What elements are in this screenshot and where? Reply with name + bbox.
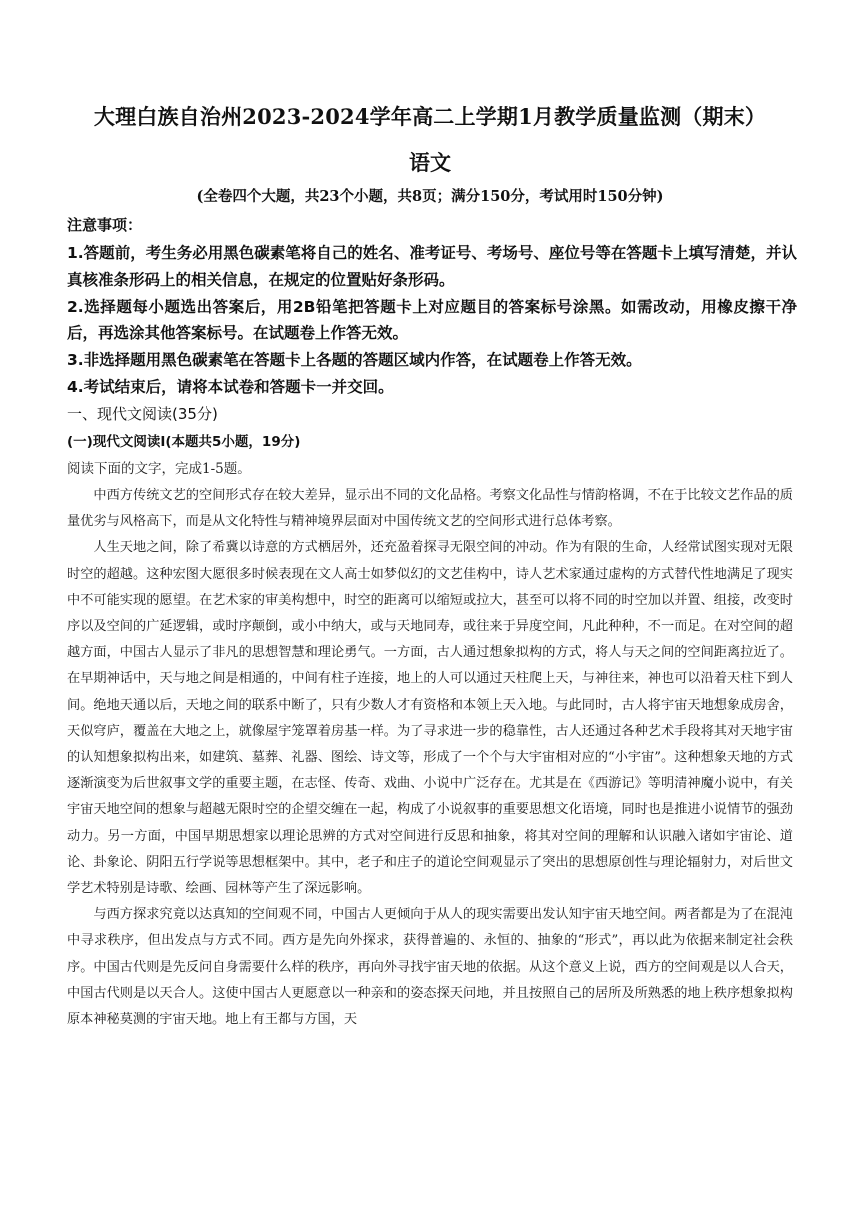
subject-title: 语文	[409, 150, 451, 175]
passage-paragraph: 人生天地之间，除了希冀以诗意的方式栖居外，还充盈着探寻无限空间的冲动。作为有限的生命，人经常试图实现对无限时空的超越。这种宏图大愿很多时候表现在文人高士如梦似幻的文艺佳构中，诗人艺术家通过虚构的方式替代性地满足了现实中不可能实现的愿望。在艺术家的审美构想中，时空的距离可以缩短或拉大，甚至可以将不同的时空加以并置、组接，改变时序以及空间的广延逻辑，或时序颠倒，或小中纳大，或与天地同寿，或往来于异度空间，凡此种种，不一而足。在对空间的超越方面，中国古人显示了非凡的思想智慧和理论勇气。一方面，古人通过想象拟构的方式，将人与天之间的空间距离拉近了。在早期神话中，天与地之间是相通的，中间有柱子连接，地上的人可以通过天柱爬上天，与神往来，神也可以沿着天柱下到人间。绝地天通以后，天地之间的联系中断了，只有少数人才有资格和本领上天入地。与此同时，古人将宇宙天地想象成房舍，天似穹庐，覆盖在大地之上，就像屋宇笼罩着房基一样。为了寻求进一步的稳靠性，古人还通过各种艺术手段将其对天地宇宙的认知想象拟构出来，如建筑、墓葬、礼器、图绘、诗文等，形成了一个个与大宇宙相对应的“小宇宙”。这种想象天地的方式逐渐演变为后世叙事文学的重要主题，在志怪、传奇、戏曲、小说中广泛存在。尤其是在《西游记》等明清神魔小说中，有关宇宙天地空间的想象与超越无限时空的企望交缠在一起，构成了小说叙事的重要思想文化语境，同时也是推进小说情节的强劲动力。另一方面，中国早期思想家以理论思辨的方式对空间进行反思和抽象，将其对空间的理解和认识融入诸如宇宙论、道论、卦象论、阴阳五行学说等思想框架中。其中，老子和庄子的道论空间观显示了突出的思想原创性与理论辐射力，对后世文学艺术特别是诗歌、绘画、园林等产生了深远影响。	[67, 540, 793, 897]
subsection-title: (一)现代文阅读Ⅰ(本题共5小题，19分)	[67, 434, 301, 450]
notice-list	[67, 240, 797, 401]
notice-item: 2.选择题每小题选出答案后，用2B铅笔把答题卡上对应题目的答案标号涂黑。如需改动，用橡皮擦干净后，再选涂其他答案标号。在试题卷上作答无效。	[67, 297, 797, 342]
reading-instruction: 阅读下面的文字，完成1-5题。	[67, 461, 251, 477]
notice-item: 1.答题前，考生务必用黑色碳素笔将自己的姓名、准考证号、考场号、座位号等在答题卡上填写清楚，并认真核准条形码上的相关信息，在规定的位置贴好条形码。	[67, 244, 797, 289]
notice-heading: 注意事项：	[67, 216, 143, 234]
notice-item: 3.非选择题用黑色碳素笔在答题卡上各题的答题区域内作答，在试题卷上作答无效。	[67, 351, 642, 369]
section-title: 一、现代文阅读(35分)	[67, 405, 218, 423]
passage-paragraph: 中西方传统文艺的空间形式存在较大差异，显示出不同的文化品格。考察文化品性与情韵格调，不在于比较文艺作品的质量优劣与风格高下，而是从文化特性与精神境界层面对中国传统文艺的空间形式进行总体考察。	[67, 488, 793, 530]
notice-item: 4.考试结束后，请将本试卷和答题卡一并交回。	[67, 378, 394, 396]
passage-paragraph: 与西方探求究竟以达真知的空间观不同，中国古人更倾向于从人的现实需要出发认知宇宙天地空间。两者都是为了在混沌中寻求秩序，但出发点与方式不同。西方是先向外探求，获得普遍的、永恒的、抽象的“形式”，再以此为依据来制定社会秩序。中国古代则是先反问自身需要什么样的秩序，再向外寻找宇宙天地的依据。从这个意义上说，西方的空间观是以人合天，中国古代则是以天合人。这使中国古人更愿意以一种亲和的姿态探天问地，并且按照自己的居所及所熟悉的地上秩序想象拟构原本神秘莫测的宇宙天地。地上有王都与方国，天	[67, 907, 793, 1028]
exam-title: 大理白族自治州2023-2024学年高二上学期1月教学质量监测（期末）	[93, 104, 767, 129]
exam-meta: (全卷四个大题，共23个小题，共8页；满分150分，考试用时150分钟)	[196, 188, 664, 205]
reading-passage	[67, 483, 793, 1033]
